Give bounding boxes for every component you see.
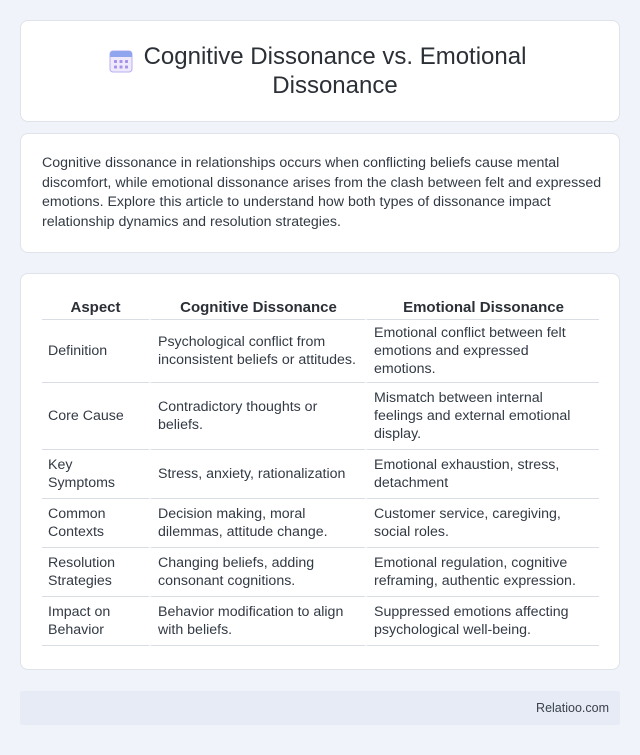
- table-cell-aspect: Impact on Behavior: [42, 597, 149, 646]
- table-cell-aspect: Resolution Strategies: [42, 548, 149, 597]
- intro-paragraph: Cognitive dissonance in relationships occurs when conflicting beliefs cause mental discomfort, while emotional dissonance arises from the clash between felt and expressed emotions. Explore this article to understand how both types of dissonance impact relationship dynamics and resolution strategies.: [42, 155, 602, 230]
- column-header-cognitive: Cognitive Dissonance: [149, 296, 365, 320]
- table-cell-cognitive: Decision making, moral dilemmas, attitude change.: [149, 499, 365, 548]
- intro-card: [20, 133, 620, 253]
- table-cell-cognitive: Stress, anxiety, rationalization: [149, 450, 365, 499]
- comparison-table-card: [20, 273, 620, 670]
- footer-bar: [20, 691, 620, 725]
- table-cell-emotional: Emotional regulation, cognitive reframing, authentic expression.: [365, 548, 599, 597]
- comparison-table: [42, 296, 599, 646]
- table-cell-emotional: Emotional conflict between felt emotions and expressed emotions.: [365, 320, 599, 383]
- column-header-emotional: Emotional Dissonance: [365, 296, 599, 320]
- table-row: [42, 450, 599, 499]
- table-cell-emotional: Customer service, caregiving, social roles.: [365, 499, 599, 548]
- table-cell-cognitive: Psychological conflict from inconsistent beliefs or attitudes.: [149, 320, 365, 383]
- table-cell-emotional: Emotional exhaustion, stress, detachment: [365, 450, 599, 499]
- footer-brand[interactable]: Relatioo.com: [536, 701, 609, 715]
- table-cell-emotional: Suppressed emotions affecting psychological well-being.: [365, 597, 599, 646]
- table-cell-cognitive: Behavior modification to align with beliefs.: [149, 597, 365, 646]
- table-cell-emotional: Mismatch between internal feelings and external emotional display.: [365, 383, 599, 450]
- table-row: [42, 383, 599, 450]
- column-header-aspect: Aspect: [42, 296, 149, 320]
- table-cell-aspect: Core Cause: [42, 383, 149, 450]
- page-title: Cognitive Dissonance vs. Emotional Dissonance: [143, 43, 527, 99]
- table-cell-cognitive: Contradictory thoughts or beliefs.: [149, 383, 365, 450]
- table-cell-aspect: Definition: [42, 320, 149, 383]
- table-row: [42, 320, 599, 383]
- table-cell-cognitive: Changing beliefs, adding consonant cognitions.: [149, 548, 365, 597]
- title-card: [20, 20, 620, 122]
- table-row: [42, 499, 599, 548]
- table-header-row: [42, 296, 599, 320]
- table-cell-aspect: Common Contexts: [42, 499, 149, 548]
- table-row: [42, 597, 599, 646]
- table-row: [42, 548, 599, 597]
- table-cell-aspect: Key Symptoms: [42, 450, 149, 499]
